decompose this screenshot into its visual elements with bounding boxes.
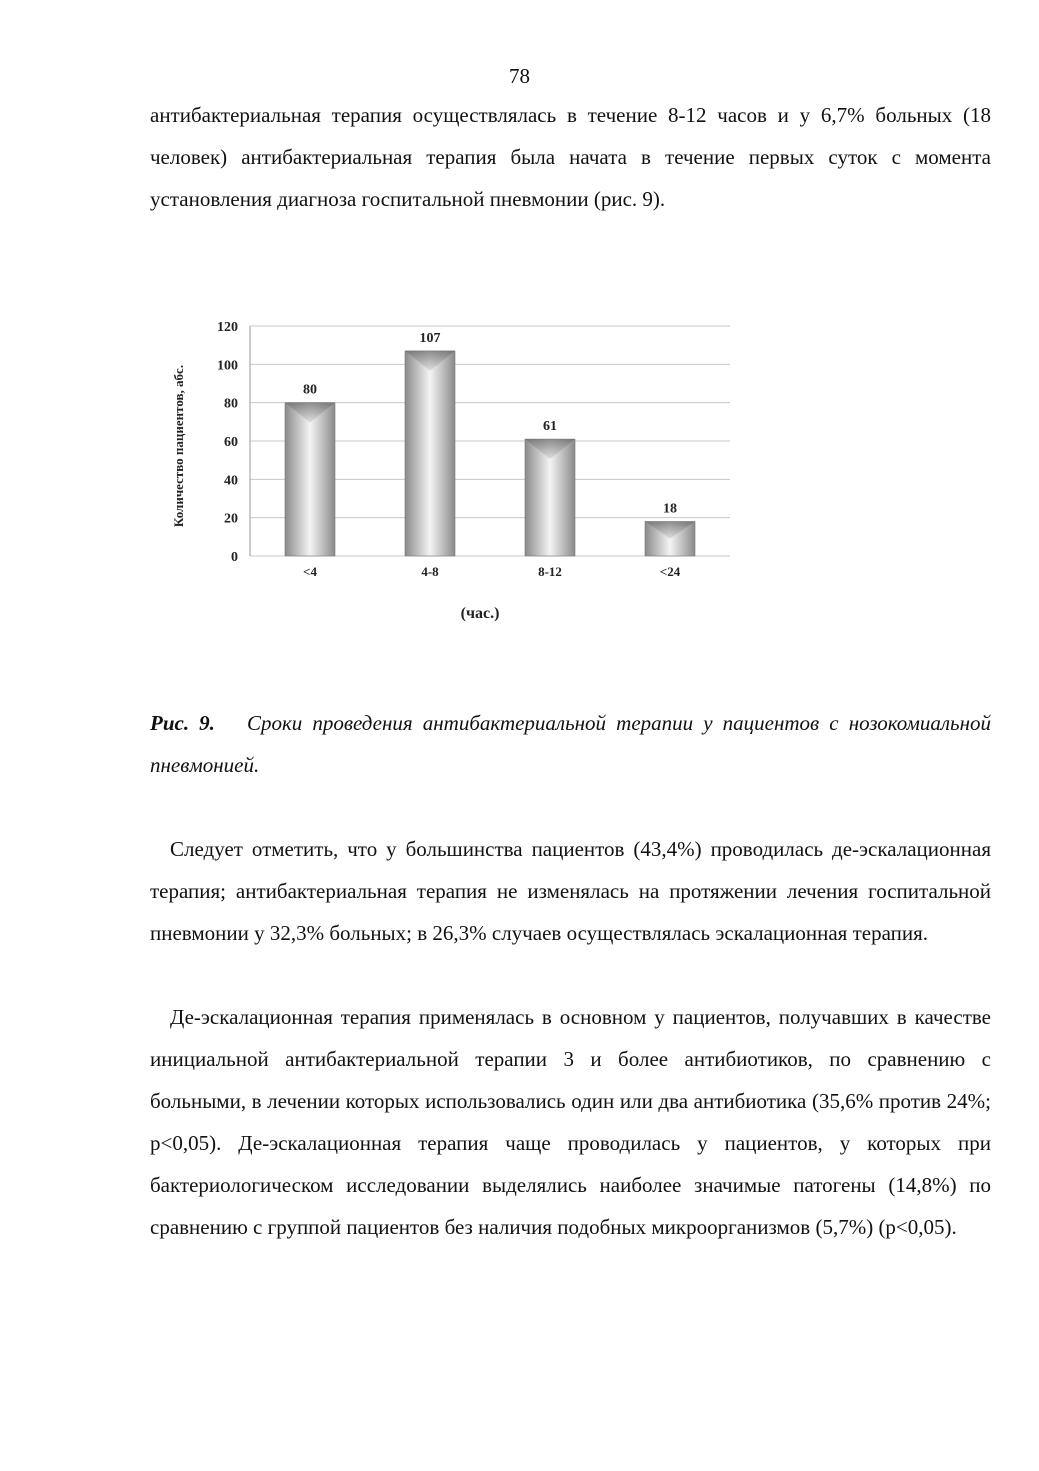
figure-caption	[150, 702, 991, 786]
y-tick-labels	[217, 320, 238, 565]
bar	[285, 403, 335, 556]
page-number: 78	[509, 64, 530, 88]
paragraph-1: антибактериальная терапия осуществлялась в течение 8-12 часов и у 6,7% больных (18 человек) антибактериальная терапия была начата в течение первых суток с момента установления диагноза госпитальной пневмонии (рис. 9).	[150, 103, 991, 211]
y-tick-label: 100	[217, 358, 238, 374]
data-label: 61	[543, 419, 557, 435]
x-axis-label: (час.)	[460, 605, 500, 622]
paragraph-2: Следует отметить, что у большинства пациентов (43,4%) проводилась де-эскалационная терапия; антибактериальная терапия не изменялась на протяжении лечения госпитальной пневмонии у 32,3% больных; в 26,3% случаев осуществлялась эскалационная терапия.	[150, 837, 991, 945]
paragraph-3: Де-эскалационная терапия применялась в основном у пациентов, получавших в качестве инициальной антибактериальной терапии 3 и более антибиотиков, по сравнению с больными, в лечении которых использовались один или два антибиотика (35,6% против 24%; p<0,05). Де-эскалационная терапия чаще проводилась у пациентов, у которых при бактериологическом исследовании выделялись наиболее значимые патогены (14,8%) по сравнению с группой пациентов без наличия подобных микроорганизмов (5,7%) (p<0,05).	[150, 1005, 991, 1239]
bar	[405, 351, 455, 556]
data-labels	[303, 331, 677, 517]
y-tick-label: 80	[224, 396, 238, 412]
figure-label: Рис. 9.	[150, 711, 215, 735]
x-tick-label: 4-8	[421, 564, 439, 579]
y-axis-label: Количество пациентов, абс.	[171, 364, 186, 528]
data-label: 107	[419, 330, 441, 346]
y-tick-label: 60	[224, 435, 238, 450]
y-tick-label: 0	[231, 550, 238, 565]
bar-chart	[160, 300, 760, 640]
figure-caption-text: Сроки проведения антибактериальной терапии у пациентов с нозокомиальной пневмонией.	[150, 711, 992, 777]
data-label: 18	[663, 501, 677, 517]
y-tick-label: 20	[224, 511, 238, 527]
x-tick-label: <24	[659, 564, 681, 579]
x-tick-label: 8-12	[538, 564, 562, 579]
y-tick-label: 120	[217, 320, 238, 335]
x-tick-label: <4	[303, 564, 317, 579]
x-tick-labels	[303, 564, 681, 579]
bars	[285, 351, 695, 556]
data-label: 80	[303, 382, 317, 398]
y-tick-label: 40	[224, 473, 238, 489]
